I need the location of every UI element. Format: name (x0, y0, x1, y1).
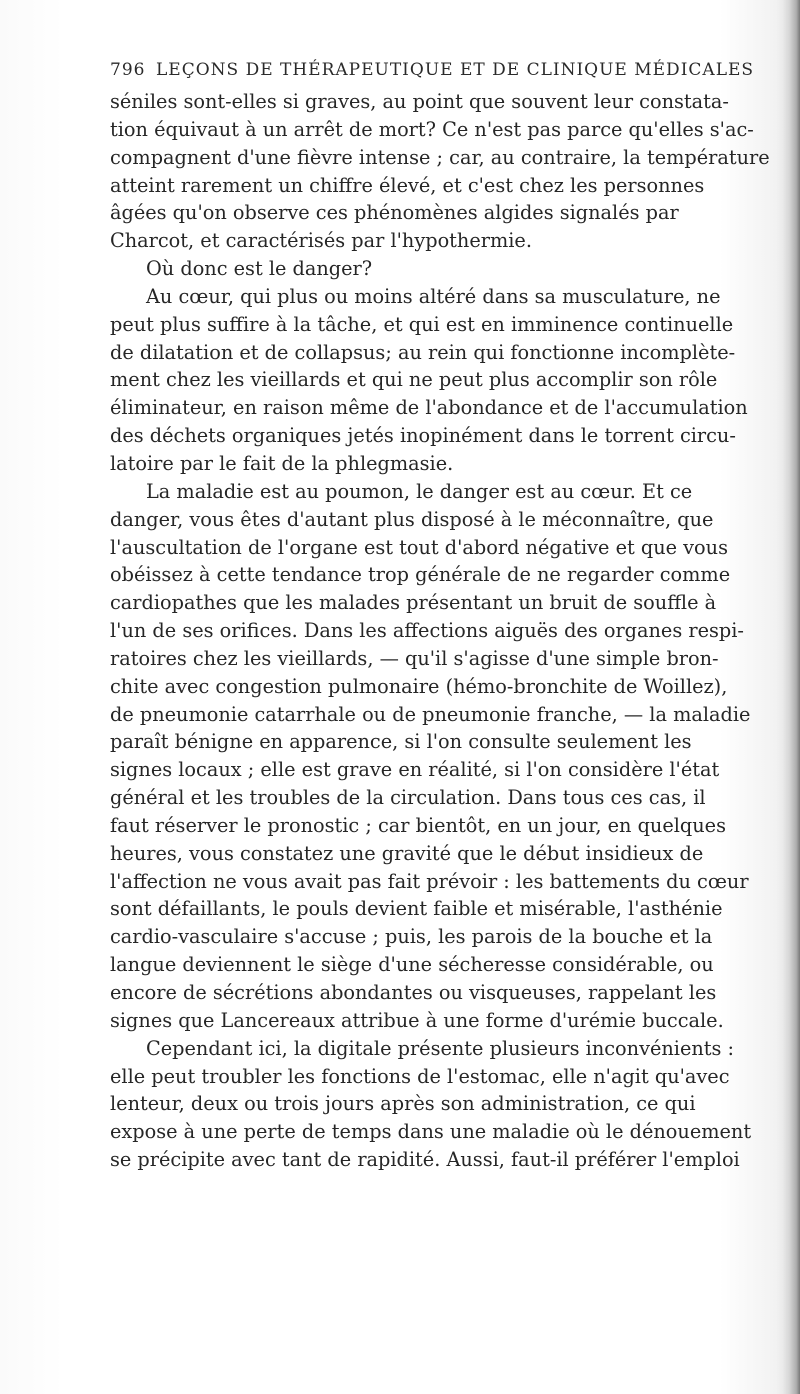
text-line: de dilatation et de collapsus; au rein qui fonctionne incomplète- (110, 340, 736, 364)
text-line: tion équivaut à un arrêt de mort? Ce n'est pas parce qu'elles s'ac- (110, 117, 754, 141)
text-line: Charcot, et caractérisés par l'hypothermie. (110, 229, 532, 253)
running-title: LEÇONS DE THÉRAPEUTIQUE ET DE CLINIQUE MÉDICALES (156, 60, 755, 80)
text-line: l'auscultation de l'organe est tout d'abord négative et que vous (110, 535, 728, 559)
text-line: atteint rarement un chiffre élevé, et c'est chez les personnes (110, 173, 705, 197)
text-line: cardiopathes que les malades présentant un bruit de souffle à (110, 591, 717, 615)
page-header (110, 60, 760, 90)
text-line: peut plus suffire à la tâche, et qui est en imminence continuelle (110, 312, 734, 336)
text-line: lenteur, deux ou trois jours après son administration, ce qui (110, 1092, 696, 1116)
text-line: danger, vous êtes d'autant plus disposé à le méconnaître, que (110, 507, 714, 531)
text-line: langue deviennent le siège d'une sécheresse considérable, ou (110, 953, 714, 977)
text-line: paraît bénigne en apparence, si l'on consulte seulement les (110, 730, 692, 754)
text-line: âgées qu'on observe ces phénomènes algides signalés par (110, 201, 679, 225)
text-line: obéissez à cette tendance trop générale de ne regarder comme (110, 563, 731, 587)
text-line: des déchets organiques jetés inopinément dans le torrent circu- (110, 424, 736, 448)
text-line: sont défaillants, le pouls devient faible et misérable, l'asthénie (110, 897, 723, 921)
text-line: chite avec congestion pulmonaire (hémo-bronchite de Woillez), (110, 674, 728, 698)
page-number: 796 (110, 60, 146, 80)
text-line: compagnent d'une fièvre intense ; car, au contraire, la température (110, 145, 770, 169)
text-line: séniles sont-elles si graves, au point que souvent leur constata- (110, 90, 729, 113)
text-line: l'un de ses orifices. Dans les affections aiguës des organes respi- (110, 619, 744, 643)
text-line: de pneumonie catarrhale ou de pneumonie franche, — la maladie (110, 702, 751, 726)
text-line: général et les troubles de la circulation. Dans tous ces cas, il (110, 786, 706, 810)
body-text (110, 88, 770, 1174)
text-line: latoire par le fait de la phlegmasie. (110, 451, 454, 475)
text-line: éliminateur, en raison même de l'abondance et de l'accumulation (110, 396, 748, 420)
text-line: cardio-vasculaire s'accuse ; puis, les parois de la bouche et la (110, 925, 713, 949)
text-line: Cependant ici, la digitale présente plusieurs inconvénients : (146, 1036, 735, 1060)
text-line: heures, vous constatez une gravité que le début insidieux de (110, 841, 704, 865)
text-line: Au cœur, qui plus ou moins altéré dans sa musculature, ne (146, 284, 721, 308)
text-line: ment chez les vieillards et qui ne peut plus accomplir son rôle (110, 368, 718, 392)
text-line: ratoires chez les vieillards, — qu'il s'agisse d'une simple bron- (110, 646, 719, 670)
text-line: signes que Lancereaux attribue à une forme d'urémie buccale. (110, 1008, 724, 1032)
text-line: Où donc est le danger? (146, 257, 373, 281)
text-line: faut réserver le pronostic ; car bientôt, en un jour, en quelques (110, 813, 726, 837)
text-line: elle peut troubler les fonctions de l'estomac, elle n'agit qu'avec (110, 1064, 730, 1088)
text-line: signes locaux ; elle est grave en réalité, si l'on considère l'état (110, 758, 720, 782)
text-line: se précipite avec tant de rapidité. Aussi, faut-il préférer l'emploi (110, 1148, 740, 1172)
text-line: La maladie est au poumon, le danger est au cœur. Et ce (146, 479, 693, 503)
page-edge-shadow (782, 0, 800, 1394)
text-line: expose à une perte de temps dans une maladie où le dénouement (110, 1120, 752, 1144)
text-line: encore de sécrétions abondantes ou visqueuses, rappelant les (110, 981, 717, 1004)
text-line: l'affection ne vous avait pas fait prévoir : les battements du cœur (110, 869, 749, 893)
